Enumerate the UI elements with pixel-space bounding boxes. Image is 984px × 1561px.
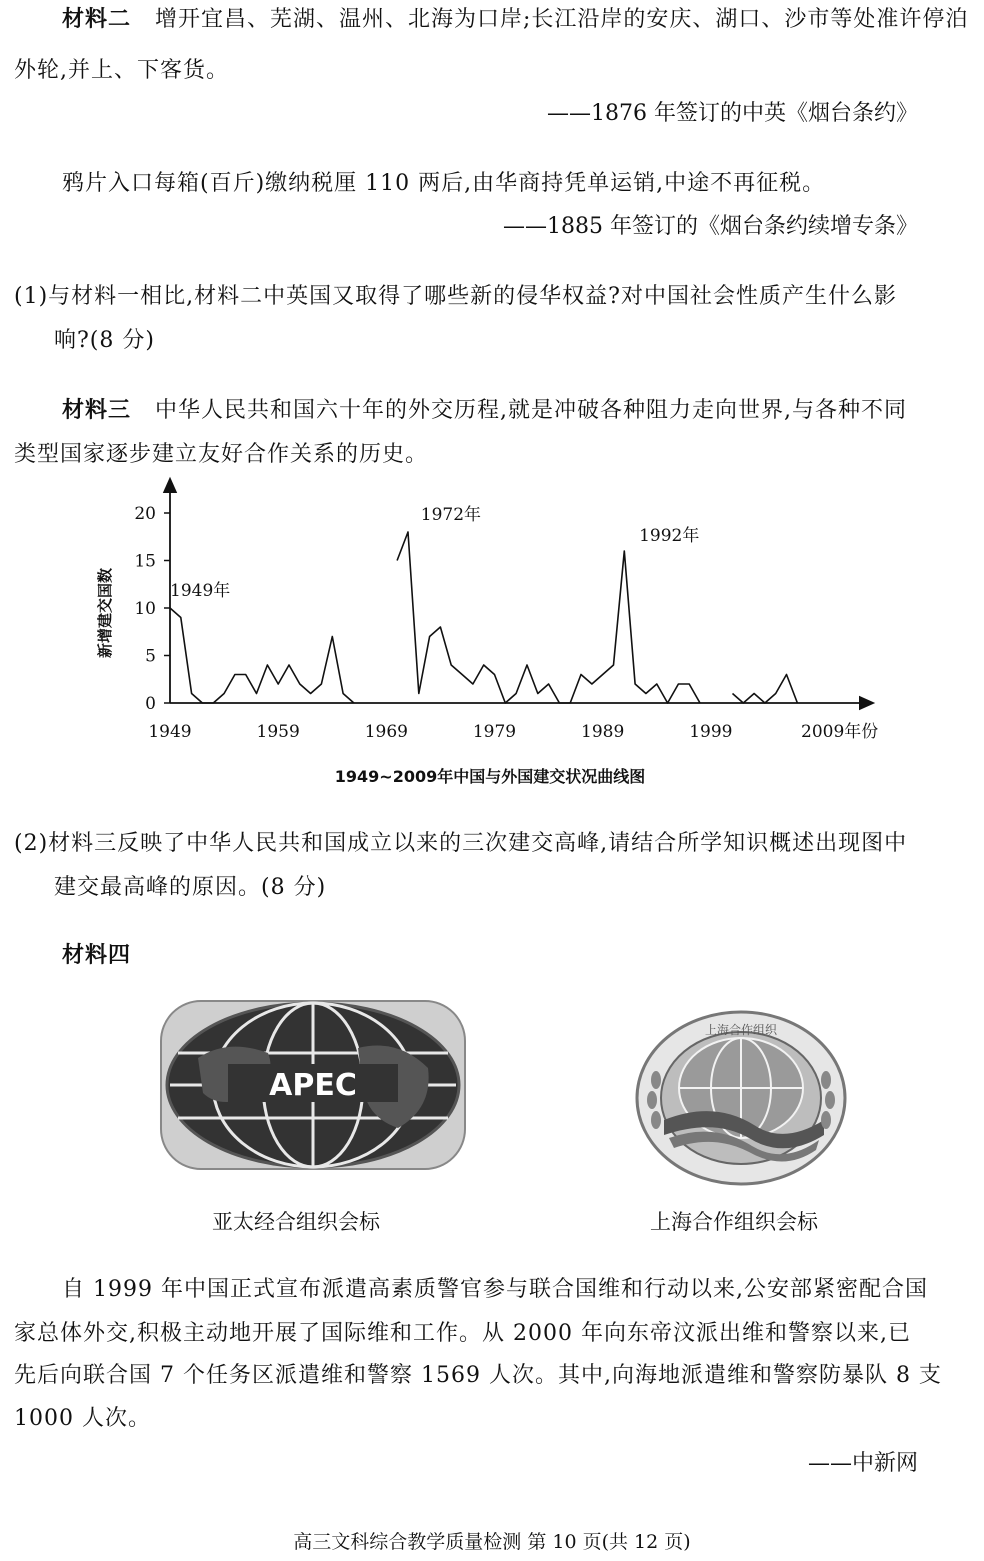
series-line [733, 675, 798, 704]
x-tick-label: 1969 [364, 722, 408, 742]
material2-paragraph [62, 6, 968, 34]
x-tick-label: 1959 [256, 722, 300, 742]
y-tick-label: 15 [134, 551, 156, 572]
y-tick-label: 0 [145, 694, 156, 714]
series-line [170, 608, 354, 703]
series-line [397, 532, 700, 703]
diplomacy-line-chart [0, 470, 984, 800]
material3-paragraph [62, 397, 907, 425]
x-tick-label: 2009年份 [801, 722, 879, 742]
material4-source: ——中新网 [807, 1451, 918, 1476]
material2-line1: 增开宜昌、芜湖、温州、北海为口岸;长江沿岸的安庆、湖口、沙市等处准许停泊 [155, 7, 969, 32]
sco-logo [634, 1010, 848, 1186]
x-tick-label: 1989 [581, 722, 625, 742]
material4-line1: 自 1999 年中国正式宣布派遣高素质警官参与联合国维和行动以来,公安部紧密配合国 [62, 1277, 928, 1302]
material3-line2: 类型国家逐步建立友好合作关系的历史。 [14, 442, 429, 467]
y-tick-label: 20 [134, 504, 156, 524]
y-tick-label: 10 [134, 599, 156, 619]
annotation-label: 1949年 [170, 581, 231, 601]
annotation-label: 1992年 [639, 526, 700, 546]
annotation-label: 1972年 [420, 505, 482, 525]
material2-line3: 鸦片入口每箱(百斤)缴纳税厘 110 两后,由华商持凭单运销,中途不再征税。 [62, 171, 826, 196]
x-tick-label: 1949 [148, 722, 192, 742]
x-tick-label: 1979 [472, 722, 517, 742]
chart-title: 1949~2009年中国与外国建交状况曲线图 [334, 767, 646, 786]
y-axis-label: 新增建交国数 [96, 567, 114, 659]
apec-caption: 亚太经合组织会标 [212, 1210, 380, 1234]
question1-line1: (1)与材料一相比,材料二中英国又取得了哪些新的侵华权益?对中国社会性质产生什么影 [14, 284, 897, 309]
material4-line3: 先后向联合国 7 个任务区派遣维和警察 1569 人次。其中,向海地派遣维和警察防暴队 8 支 [14, 1363, 942, 1388]
material3-label: 材料三 [62, 398, 132, 423]
question1-line2: 响?(8 分) [54, 328, 155, 353]
apec-logo [158, 998, 468, 1172]
x-tick-label: 1999 [689, 722, 733, 742]
y-tick-label: 5 [145, 646, 156, 667]
material2-source2: ——1885 年签订的《烟台条约续增专条》 [503, 214, 918, 239]
page-footer: 高三文科综合教学质量检测 第 10 页(共 12 页) [293, 1531, 691, 1553]
sco-logo-text: 上海合作组织 [704, 1023, 778, 1037]
apec-logo-text: APEC [269, 1068, 357, 1103]
material4-line2: 家总体外交,积极主动地开展了国际维和工作。从 2000 年向东帝汶派出维和警察以来,已 [14, 1321, 911, 1346]
material4-line4: 1000 人次。 [14, 1406, 151, 1431]
sco-caption: 上海合作组织会标 [650, 1210, 818, 1234]
material2-label: 材料二 [62, 7, 132, 32]
question2-line2: 建交最高峰的原因。(8 分) [54, 875, 327, 900]
material2-line2: 外轮,并上、下客货。 [14, 58, 229, 83]
material2-source1: ——1876 年签订的中英《烟台条约》 [547, 101, 918, 126]
question2-line1: (2)材料三反映了中华人民共和国成立以来的三次建交高峰,请结合所学知识概述出现图中 [14, 831, 908, 856]
material4-label: 材料四 [62, 943, 132, 968]
material3-line1: 中华人民共和国六十年的外交历程,就是冲破各种阻力走向世界,与各种不同 [155, 398, 908, 423]
